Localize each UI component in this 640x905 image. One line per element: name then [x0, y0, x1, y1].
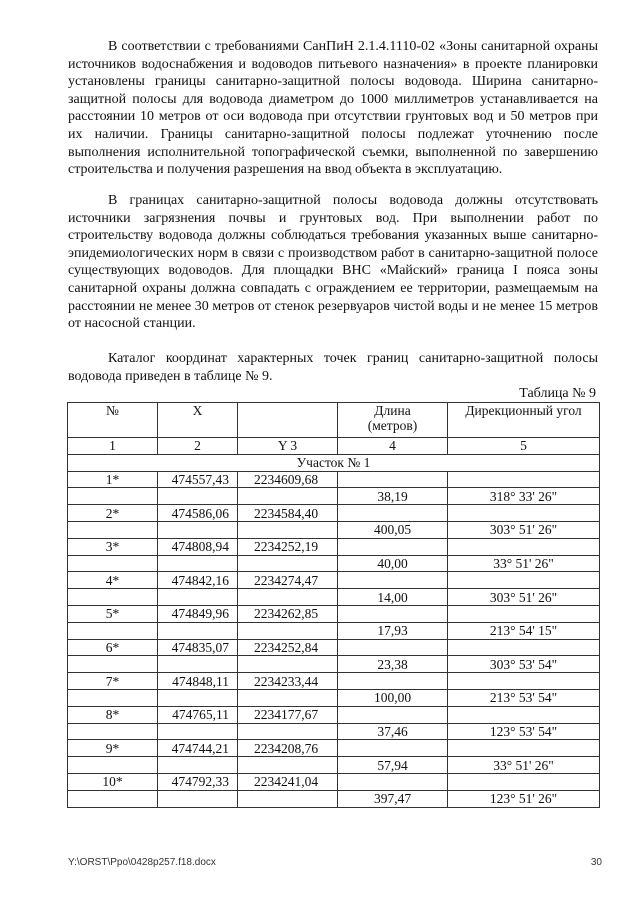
segment-empty-num — [68, 555, 158, 572]
point-row — [68, 773, 600, 790]
point-empty-angle — [448, 773, 600, 790]
header-length-line2: (метров) — [367, 418, 418, 433]
segment-empty-x — [158, 790, 238, 807]
point-x: 474849,96 — [158, 605, 238, 622]
point-empty-angle — [448, 471, 600, 488]
point-x: 474586,06 — [158, 505, 238, 522]
column-number: Y 3 — [238, 438, 338, 455]
point-empty-angle — [448, 572, 600, 589]
paragraph-text: В соответствии с требованиями СанПиН 2.1.4.1110-02 «Зоны санитарной охраны источников водоснабжения и водоводов питьевого назначения» в проекте планировки установлены границы санитарно-защитной полосы водовода. Ширина санитарно-защитной полосы для водовода диаметром до 1000 миллиметров устанавливается на расстоянии 10 метров от оси водовода при отсутствии грунтовых вод и 50 метров при их наличии. Границы санитарно-защитной полосы подлежат уточнению после выполнения исполнительной топографической съемки, выполненной по завершению строительства и получения разрешения на ввод объекта в эксплуатацию. — [68, 39, 598, 178]
point-empty-length — [338, 706, 448, 723]
header-angle: Дирекционный угол — [448, 403, 600, 438]
segment-empty-x — [158, 723, 238, 740]
segment-empty-num — [68, 689, 158, 706]
point-x: 474848,11 — [158, 673, 238, 690]
point-number: 3* — [68, 538, 158, 555]
point-row — [68, 706, 600, 723]
segment-empty-num — [68, 589, 158, 606]
segment-empty-x — [158, 555, 238, 572]
point-x: 474808,94 — [158, 538, 238, 555]
segment-row — [68, 589, 600, 606]
segment-empty-y — [238, 689, 338, 706]
point-row — [68, 538, 600, 555]
segment-empty-x — [158, 757, 238, 774]
section-row — [68, 454, 600, 471]
point-x: 474835,07 — [158, 639, 238, 656]
point-empty-length — [338, 538, 448, 555]
segment-length: 14,00 — [338, 589, 448, 606]
segment-empty-num — [68, 488, 158, 505]
point-row — [68, 572, 600, 589]
segment-length: 57,94 — [338, 757, 448, 774]
point-y: 2234262,85 — [238, 605, 338, 622]
point-empty-length — [338, 673, 448, 690]
point-y: 2234609,68 — [238, 471, 338, 488]
point-empty-length — [338, 471, 448, 488]
segment-empty-num — [68, 656, 158, 673]
column-number: 4 — [338, 438, 448, 455]
column-number: 5 — [448, 438, 600, 455]
point-empty-length — [338, 773, 448, 790]
segment-angle: 318° 33' 26" — [448, 488, 600, 505]
segment-empty-y — [238, 555, 338, 572]
point-row — [68, 673, 600, 690]
segment-empty-y — [238, 521, 338, 538]
point-row — [68, 740, 600, 757]
paragraph-protection-zone — [68, 192, 598, 333]
segment-row — [68, 656, 600, 673]
segment-angle: 213° 53' 54" — [448, 689, 600, 706]
point-number: 5* — [68, 605, 158, 622]
paragraph-catalog-intro — [68, 350, 598, 385]
segment-length: 100,00 — [338, 689, 448, 706]
header-length — [338, 403, 448, 438]
segment-row — [68, 757, 600, 774]
point-number: 1* — [68, 471, 158, 488]
segment-empty-y — [238, 488, 338, 505]
paragraph-sanpin-requirements — [68, 38, 598, 179]
point-number: 8* — [68, 706, 158, 723]
point-row — [68, 505, 600, 522]
segment-length: 40,00 — [338, 555, 448, 572]
segment-empty-x — [158, 656, 238, 673]
column-number: 1 — [68, 438, 158, 455]
point-empty-length — [338, 572, 448, 589]
footer-page-number: 30 — [590, 857, 602, 868]
segment-empty-num — [68, 723, 158, 740]
point-number: 6* — [68, 639, 158, 656]
point-number: 4* — [68, 572, 158, 589]
segment-empty-num — [68, 757, 158, 774]
header-x: X — [158, 403, 238, 438]
segment-empty-y — [238, 656, 338, 673]
segment-angle: 213° 54' 15" — [448, 622, 600, 639]
segment-empty-x — [158, 521, 238, 538]
segment-empty-num — [68, 790, 158, 807]
segment-row — [68, 689, 600, 706]
point-empty-angle — [448, 639, 600, 656]
segment-angle: 33° 51' 26" — [448, 555, 600, 572]
point-empty-length — [338, 605, 448, 622]
segment-angle: 33° 51' 26" — [448, 757, 600, 774]
segment-length: 38,19 — [338, 488, 448, 505]
column-number-row — [68, 438, 600, 455]
point-number: 7* — [68, 673, 158, 690]
point-y: 2234252,19 — [238, 538, 338, 555]
segment-empty-num — [68, 622, 158, 639]
point-empty-angle — [448, 740, 600, 757]
point-row — [68, 605, 600, 622]
segment-length: 37,46 — [338, 723, 448, 740]
segment-empty-y — [238, 790, 338, 807]
segment-empty-x — [158, 622, 238, 639]
paragraph-text: Каталог координат характерных точек границ санитарно-защитной полосы водовода приведен в таблице № 9. — [68, 351, 598, 384]
point-empty-angle — [448, 538, 600, 555]
point-y: 2234274,47 — [238, 572, 338, 589]
point-empty-angle — [448, 673, 600, 690]
point-y: 2234208,76 — [238, 740, 338, 757]
segment-empty-x — [158, 589, 238, 606]
segment-length: 397,47 — [338, 790, 448, 807]
point-y: 2234233,44 — [238, 673, 338, 690]
coordinates-table — [67, 402, 600, 808]
header-num: № — [68, 403, 158, 438]
segment-row — [68, 622, 600, 639]
point-x: 474557,43 — [158, 471, 238, 488]
point-x: 474792,33 — [158, 773, 238, 790]
point-empty-length — [338, 505, 448, 522]
segment-length: 400,05 — [338, 521, 448, 538]
point-x: 474765,11 — [158, 706, 238, 723]
segment-length: 23,38 — [338, 656, 448, 673]
segment-row — [68, 790, 600, 807]
section-title: Участок № 1 — [68, 454, 600, 471]
segment-empty-y — [238, 757, 338, 774]
point-empty-angle — [448, 706, 600, 723]
point-number: 2* — [68, 505, 158, 522]
footer-file-path: Y:\ORST\Ppo\0428p257.f18.docx — [68, 857, 216, 868]
point-row — [68, 471, 600, 488]
point-y: 2234177,67 — [238, 706, 338, 723]
header-length-line1: Длина — [374, 403, 411, 418]
table-header-row — [68, 403, 600, 438]
paragraph-text: В границах санитарно-защитной полосы водовода должны отсутствовать источники загрязнения почвы и грунтовых вод. При выполнении работ по строительству водовода должны соблюдаться требования указанных выше санитарно-эпидемиологических норм в связи с производством работ в санитарно-защитной полосе существующих водоводов. Для площадки ВНС «Майский» граница I пояса зоны санитарной охраны должна совпадать с ограждением ее территории, размещаемым на расстоянии не менее 30 метров от стенок резервуаров чистой воды и не менее 15 метров от насосной станции. — [68, 193, 598, 332]
point-row — [68, 639, 600, 656]
segment-empty-y — [238, 589, 338, 606]
header-y — [238, 403, 338, 438]
point-number: 10* — [68, 773, 158, 790]
segment-row — [68, 723, 600, 740]
segment-empty-y — [238, 723, 338, 740]
point-x: 474744,21 — [158, 740, 238, 757]
point-y: 2234241,04 — [238, 773, 338, 790]
segment-empty-y — [238, 622, 338, 639]
table-caption: Таблица № 9 — [519, 386, 596, 401]
segment-empty-x — [158, 689, 238, 706]
point-empty-angle — [448, 605, 600, 622]
column-number: 2 — [158, 438, 238, 455]
segment-angle: 123° 51' 26" — [448, 790, 600, 807]
segment-empty-x — [158, 488, 238, 505]
point-x: 474842,16 — [158, 572, 238, 589]
point-y: 2234252,84 — [238, 639, 338, 656]
point-empty-angle — [448, 505, 600, 522]
segment-empty-num — [68, 521, 158, 538]
point-empty-length — [338, 639, 448, 656]
segment-row — [68, 555, 600, 572]
segment-angle: 303° 51' 26" — [448, 521, 600, 538]
segment-row — [68, 521, 600, 538]
segment-row — [68, 488, 600, 505]
segment-length: 17,93 — [338, 622, 448, 639]
segment-angle: 123° 53' 54" — [448, 723, 600, 740]
point-number: 9* — [68, 740, 158, 757]
segment-angle: 303° 51' 26" — [448, 589, 600, 606]
point-empty-length — [338, 740, 448, 757]
point-y: 2234584,40 — [238, 505, 338, 522]
segment-angle: 303° 53' 54" — [448, 656, 600, 673]
